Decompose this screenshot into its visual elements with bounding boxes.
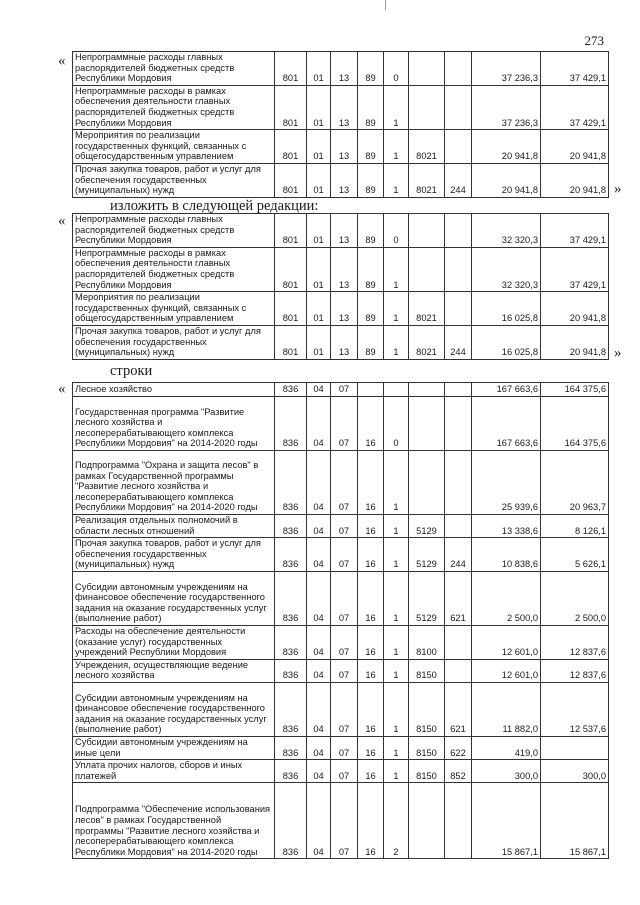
cell-admin-code: 836 [275,736,307,759]
cell-subsection: 13 [331,325,358,359]
cell-target [409,214,445,248]
cell-admin-code: 836 [275,397,307,451]
cell-amount-2: 2 500,0 [541,571,609,625]
cell-name: Расходы на обеспечение деятельности (оказание услуг) государственных учреждений Республики Мордовия [73,625,275,659]
cell-program: 89 [358,292,384,326]
cell-amount-1: 167 663,6 [472,397,541,451]
table-row [73,760,609,783]
cell-subprogram: 1 [384,625,409,659]
cell-program: 16 [358,515,384,538]
table-row [73,214,609,248]
cell-program [358,383,384,397]
opening-quote: « [58,53,66,69]
cell-target: 8021 [409,325,445,359]
opening-quote: « [58,213,66,229]
cell-program: 16 [358,736,384,759]
cell-section: 04 [307,515,331,538]
cell-expense-type: 244 [445,325,472,359]
cell-name: Подпрограмма "Обеспечение использования лесов" в рамках Государственной программы "Развитие лесного хозяйства и лесоперерабатывающего комплекса Республики Мордовия" на 2014-2020 годы [73,783,275,859]
cell-target: 5129 [409,571,445,625]
cell-amount-2: 37 429,1 [541,247,609,291]
cell-section: 04 [307,451,331,515]
cell-expense-type [445,247,472,291]
cell-admin-code: 801 [275,130,307,164]
cell-amount-1: 2 500,0 [472,571,541,625]
cell-amount-2: 20 963,7 [541,451,609,515]
cell-subsection: 07 [331,571,358,625]
cell-name: Непрограммные расходы главных распорядителей бюджетных средств Республики Мордовия [73,214,275,248]
cell-amount-1: 15 867,1 [472,783,541,859]
cell-amount-2: 300,0 [541,760,609,783]
cell-subsection: 13 [331,130,358,164]
cell-name: Субсидии автономным учреждениям на финансовое обеспечение государственного задания на оказание государственных услуг (выполнение работ) [73,682,275,736]
closing-quote: » [614,181,622,197]
cell-program: 89 [358,85,384,129]
cell-amount-2: 8 126,1 [541,515,609,538]
cell-subsection: 13 [331,292,358,326]
cell-name: Реализация отдельных полномочий в области лесных отношений [73,515,275,538]
cell-subprogram: 1 [384,85,409,129]
cell-admin-code: 836 [275,571,307,625]
cell-section: 04 [307,736,331,759]
cell-amount-2: 164 375,6 [541,397,609,451]
cell-name: Непрограммные расходы главных распорядителей бюджетных средств Республики Мордовия [73,52,275,86]
cell-expense-type: 622 [445,736,472,759]
table-row [73,130,609,164]
cell-admin-code: 836 [275,783,307,859]
cell-target [409,247,445,291]
cell-name: Прочая закупка товаров, работ и услуг для обеспечения государственных (муниципальных) нужд [73,163,275,197]
cell-program: 16 [358,625,384,659]
cell-section: 01 [307,163,331,197]
table-row [73,571,609,625]
cell-expense-type [445,451,472,515]
cell-amount-2: 15 867,1 [541,783,609,859]
budget-table-new [72,213,609,360]
cell-admin-code: 836 [275,625,307,659]
cell-subsection: 07 [331,783,358,859]
cell-target: 5129 [409,515,445,538]
cell-program: 89 [358,130,384,164]
cell-program: 89 [358,214,384,248]
cell-subprogram: 1 [384,682,409,736]
table-row [73,383,609,397]
cell-expense-type [445,383,472,397]
cell-subprogram: 0 [384,52,409,86]
cell-subsection: 13 [331,247,358,291]
cell-program: 89 [358,247,384,291]
cell-subsection: 13 [331,214,358,248]
cell-amount-1: 16 025,8 [472,292,541,326]
cell-amount-1: 419,0 [472,736,541,759]
cell-admin-code: 836 [275,760,307,783]
cell-target [409,783,445,859]
budget-table-old [72,51,609,198]
cell-amount-1: 12 601,0 [472,659,541,682]
cell-subsection: 07 [331,383,358,397]
cell-name: Государственная программа "Развитие лесного хозяйства и лесоперерабатывающего комплекса Республики Мордовия" на 2014-2020 годы [73,397,275,451]
cell-section: 04 [307,625,331,659]
cell-name: Субсидии автономным учреждениям на иные цели [73,736,275,759]
cell-name: Непрограммные расходы в рамках обеспечения деятельности главных распорядителей бюджетных средств Республики Мордовия [73,85,275,129]
cell-amount-2: 37 429,1 [541,214,609,248]
cell-program: 16 [358,451,384,515]
cell-expense-type: 621 [445,682,472,736]
cell-section: 01 [307,247,331,291]
cell-subsection: 07 [331,625,358,659]
cell-target: 8021 [409,163,445,197]
table-row [73,659,609,682]
cell-name: Мероприятия по реализации государственных функций, связанных с общегосударственным управлением [73,130,275,164]
cell-program: 16 [358,397,384,451]
cell-amount-1: 12 601,0 [472,625,541,659]
cell-admin-code: 801 [275,214,307,248]
cell-program: 89 [358,163,384,197]
cell-expense-type [445,783,472,859]
cell-section: 04 [307,571,331,625]
cell-amount-1: 32 320,3 [472,247,541,291]
cell-amount-1: 32 320,3 [472,214,541,248]
cell-subprogram: 1 [384,451,409,515]
cell-subsection: 13 [331,85,358,129]
cell-program: 16 [358,659,384,682]
cell-target: 8021 [409,130,445,164]
cell-expense-type: 244 [445,163,472,197]
table-row [73,292,609,326]
cell-amount-2: 20 941,8 [541,130,609,164]
cell-section: 01 [307,52,331,86]
cell-target [409,451,445,515]
cell-name: Непрограммные расходы в рамках обеспечения деятельности главных распорядителей бюджетных средств Республики Мордовия [73,247,275,291]
cell-expense-type [445,130,472,164]
cell-amount-2: 37 429,1 [541,52,609,86]
cell-target: 8021 [409,292,445,326]
cell-admin-code: 836 [275,682,307,736]
cell-subsection: 13 [331,52,358,86]
cell-name: Подпрограмма "Охрана и защита лесов" в рамках Государственной программы "Развитие лесного хозяйства и лесоперерабатывающего комплекса Республики Мордовия" на 2014-2020 годы [73,451,275,515]
cell-target: 8100 [409,625,445,659]
cell-expense-type [445,659,472,682]
cell-expense-type [445,52,472,86]
cell-admin-code: 801 [275,292,307,326]
cell-section: 01 [307,292,331,326]
cell-admin-code: 836 [275,538,307,572]
cell-name: Прочая закупка товаров, работ и услуг для обеспечения государственных (муниципальных) нужд [73,538,275,572]
page-number: 273 [584,33,604,48]
cell-expense-type [445,292,472,326]
cell-expense-type [445,85,472,129]
table-row [73,247,609,291]
cell-name: Мероприятия по реализации государственных функций, связанных с общегосударственным управлением [73,292,275,326]
cell-amount-1: 13 338,6 [472,515,541,538]
cell-subprogram: 1 [384,659,409,682]
cell-target [409,85,445,129]
cell-amount-1: 300,0 [472,760,541,783]
cell-name: Уплата прочих налогов, сборов и иных платежей [73,760,275,783]
cell-section: 01 [307,130,331,164]
table-row [73,625,609,659]
cell-subprogram [384,383,409,397]
cell-amount-2: 20 941,8 [541,163,609,197]
cell-section: 01 [307,214,331,248]
cell-admin-code: 836 [275,515,307,538]
cell-amount-2: 37 429,1 [541,85,609,129]
table-row [73,163,609,197]
cell-target [409,383,445,397]
cell-expense-type [445,515,472,538]
cell-name: Лесное хозяйство [73,383,275,397]
cell-amount-1: 167 663,6 [472,383,541,397]
cell-amount-1: 16 025,8 [472,325,541,359]
cell-admin-code: 801 [275,163,307,197]
table-row [73,325,609,359]
cell-section: 01 [307,325,331,359]
cell-amount-2: 12 537,6 [541,682,609,736]
cell-subsection: 07 [331,659,358,682]
cell-expense-type [445,214,472,248]
cell-amount-1: 11 882,0 [472,682,541,736]
cell-program: 16 [358,760,384,783]
cell-admin-code: 801 [275,247,307,291]
cell-amount-1: 20 941,8 [472,130,541,164]
cell-admin-code: 836 [275,659,307,682]
cell-subsection: 07 [331,451,358,515]
cell-amount-2: 20 941,8 [541,292,609,326]
cell-subsection: 07 [331,538,358,572]
cell-expense-type: 244 [445,538,472,572]
cell-expense-type [445,397,472,451]
table-row [73,515,609,538]
closing-quote: » [614,345,622,361]
cell-subprogram: 1 [384,163,409,197]
cell-target [409,397,445,451]
cell-amount-1: 37 236,3 [472,85,541,129]
cell-subprogram: 1 [384,538,409,572]
cell-expense-type [445,625,472,659]
cell-section: 04 [307,682,331,736]
cell-name: Учреждения, осуществляющие ведение лесного хозяйства [73,659,275,682]
cell-section: 01 [307,85,331,129]
cell-expense-type: 621 [445,571,472,625]
cell-subprogram: 1 [384,760,409,783]
cell-target: 8150 [409,659,445,682]
cell-section: 04 [307,659,331,682]
cell-admin-code: 801 [275,52,307,86]
cell-amount-2: 164 375,6 [541,383,609,397]
cell-admin-code: 801 [275,85,307,129]
cell-subsection: 07 [331,515,358,538]
cell-subprogram: 1 [384,571,409,625]
cell-subprogram: 2 [384,783,409,859]
cell-amount-2 [541,736,609,759]
table-row [73,736,609,759]
cell-name: Субсидии автономным учреждениям на финансовое обеспечение государственного задания на оказание государственных услуг (выполнение работ) [73,571,275,625]
cell-subprogram: 1 [384,292,409,326]
cell-program: 16 [358,571,384,625]
cell-admin-code: 836 [275,383,307,397]
cell-amount-1: 10 838,6 [472,538,541,572]
cell-subprogram: 1 [384,736,409,759]
cell-section: 04 [307,397,331,451]
cell-admin-code: 836 [275,451,307,515]
cell-subsection: 07 [331,736,358,759]
cell-program: 16 [358,538,384,572]
cell-amount-2: 12 837,6 [541,659,609,682]
cell-subsection: 07 [331,682,358,736]
cell-subsection: 13 [331,163,358,197]
table-row [73,451,609,515]
scan-artifact [385,0,386,10]
table-row [73,85,609,129]
table-row [73,783,609,859]
cell-amount-1: 37 236,3 [472,52,541,86]
cell-subprogram: 1 [384,515,409,538]
cell-subprogram: 0 [384,397,409,451]
cell-amount-1: 25 939,6 [472,451,541,515]
cell-subprogram: 1 [384,130,409,164]
cell-program: 89 [358,52,384,86]
cell-target: 8150 [409,760,445,783]
table-row [73,397,609,451]
cell-program: 89 [358,325,384,359]
cell-target: 8150 [409,682,445,736]
cell-subprogram: 0 [384,214,409,248]
caption-rows: строки [110,363,153,379]
cell-amount-1: 20 941,8 [472,163,541,197]
cell-section: 04 [307,760,331,783]
cell-section: 04 [307,783,331,859]
cell-subprogram: 1 [384,325,409,359]
cell-subprogram: 1 [384,247,409,291]
cell-amount-2: 12 837,6 [541,625,609,659]
table-row [73,682,609,736]
cell-admin-code: 801 [275,325,307,359]
cell-section: 04 [307,538,331,572]
cell-target [409,52,445,86]
cell-subsection: 07 [331,760,358,783]
cell-subsection: 07 [331,397,358,451]
table-row [73,538,609,572]
opening-quote: « [58,381,66,397]
cell-expense-type: 852 [445,760,472,783]
cell-section: 04 [307,383,331,397]
cell-target: 8150 [409,736,445,759]
cell-program: 16 [358,682,384,736]
cell-program: 16 [358,783,384,859]
cell-amount-2: 5 626,1 [541,538,609,572]
table-row [73,52,609,86]
budget-table-rows [72,382,609,859]
caption-replace-with: изложить в следующей редакции: [110,198,319,214]
cell-amount-2: 20 941,8 [541,325,609,359]
cell-target: 5129 [409,538,445,572]
cell-name: Прочая закупка товаров, работ и услуг для обеспечения государственных (муниципальных) нужд [73,325,275,359]
